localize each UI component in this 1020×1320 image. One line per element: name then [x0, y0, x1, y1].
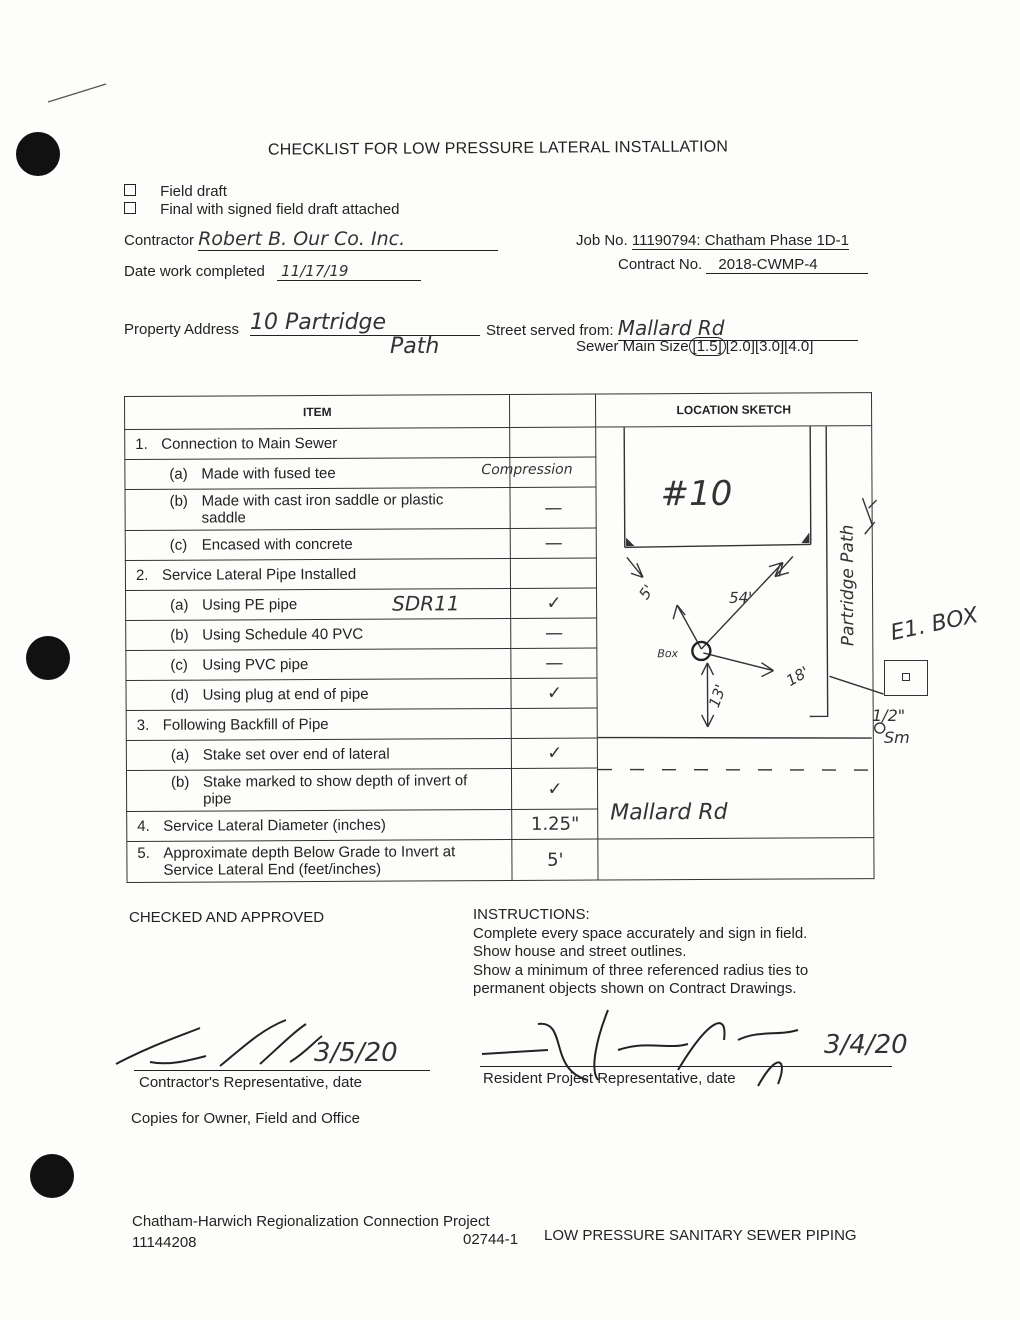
- item-cell: [125, 528, 511, 560]
- row-note-compression: Compression: [481, 461, 573, 479]
- contractor-value[interactable]: Robert B. Our Co. Inc.: [198, 228, 498, 251]
- contract-no-field: [618, 256, 868, 274]
- property-address-line1[interactable]: 10 Partridge: [250, 310, 480, 336]
- mark-cell[interactable]: ✓: [511, 588, 597, 618]
- house-arrow-right-icon: [775, 556, 793, 576]
- item-cell: [125, 457, 573, 489]
- row-letter: (b): [170, 626, 189, 644]
- copies-note: Copies for Owner, Field and Office: [131, 1110, 360, 1127]
- row-label: Service Lateral Diameter (inches): [163, 816, 386, 835]
- item-cell: [126, 588, 512, 620]
- row-label: Made with cast iron saddle or plastic: [201, 491, 444, 510]
- item-cell: [126, 768, 512, 811]
- contract-no-label: Contract No.: [618, 256, 703, 273]
- sketch-column-header: LOCATION SKETCH: [596, 393, 872, 427]
- mark-cell[interactable]: [511, 558, 597, 588]
- sketch-tie-18ft: 18': [783, 662, 813, 690]
- sketch-tie-5ft: 5': [635, 581, 659, 603]
- instructions-line: permanent objects shown on Contract Drawings.: [473, 980, 797, 997]
- checked-approved-label: CHECKED AND APPROVED: [129, 909, 325, 926]
- footer-subject: LOW PRESSURE SANITARY SEWER PIPING: [544, 1227, 857, 1244]
- field-draft-option[interactable]: [124, 183, 227, 200]
- contractor-signature-label: Contractor's Representative, date: [139, 1074, 362, 1091]
- sketch-mallard-rd: Mallard Rd: [610, 799, 729, 826]
- pipe-note-1: 1/2": [872, 706, 906, 725]
- row-label-block: [163, 843, 455, 879]
- direction-arrows-icon: [863, 498, 877, 534]
- street-served-label: Street served from:: [486, 322, 614, 339]
- mark-cell[interactable]: —: [511, 618, 597, 648]
- date-completed-label: Date work completed: [124, 263, 265, 280]
- row-number: 5.: [137, 844, 150, 862]
- row-number: 2.: [135, 566, 149, 584]
- item-column-header: ITEM: [125, 394, 511, 429]
- row-note-sdr11: SDR11: [392, 591, 460, 616]
- mark-column-header: [510, 394, 596, 427]
- row-number: 3.: [136, 716, 150, 734]
- house-corner-left-icon: [627, 539, 633, 545]
- mark-cell[interactable]: —: [511, 528, 597, 558]
- table-row: [125, 426, 872, 460]
- pipe-note-2: Sm: [884, 728, 910, 747]
- footer-section: 02744-1: [463, 1231, 519, 1248]
- mark-cell[interactable]: ✓: [512, 768, 598, 809]
- row-label-block: [203, 772, 467, 807]
- mark-cell[interactable]: ✓: [511, 678, 597, 708]
- footer-project: Chatham-Harwich Regionalization Connection Project: [132, 1213, 490, 1230]
- table-header-row: [125, 393, 872, 430]
- instructions-block: [473, 906, 808, 999]
- sewer-main-size-field: [576, 338, 813, 355]
- sketch-tie-54ft: 54': [729, 588, 753, 607]
- item-cell: [127, 809, 513, 841]
- field-draft-checkbox[interactable]: [124, 184, 136, 196]
- curb-box-icon: [693, 642, 711, 660]
- item-cell: [126, 618, 512, 650]
- house-arrow-left-icon: [627, 557, 643, 577]
- mark-cell[interactable]: 1.25": [512, 809, 598, 839]
- instructions-line: Show house and street outlines.: [473, 943, 687, 960]
- sewer-size-option-4-0[interactable]: [4.0]: [784, 338, 814, 355]
- final-draft-checkbox[interactable]: [124, 202, 136, 214]
- house-wall-left: [625, 427, 626, 547]
- row-label: Stake set over end of lateral: [202, 745, 390, 764]
- mark-cell[interactable]: —: [510, 487, 596, 528]
- row-label-cont: saddle: [201, 509, 246, 527]
- mark-cell[interactable]: 5': [512, 839, 598, 880]
- sewer-main-size-label: Sewer Main Size: [576, 338, 689, 355]
- date-completed-field: [124, 262, 421, 281]
- row-number: 4.: [137, 817, 150, 835]
- job-no-value[interactable]: 11190794: Chatham Phase 1D-1: [631, 232, 849, 249]
- row-letter: (c): [169, 536, 188, 554]
- contractor-signature-date: 3/5/20: [314, 1038, 398, 1068]
- partridge-path-edge: [809, 426, 829, 716]
- mark-cell[interactable]: [512, 708, 598, 738]
- final-draft-label: Final with signed field draft attached: [160, 201, 400, 218]
- footer-number: 11144208: [132, 1234, 197, 1251]
- item-cell: [126, 648, 512, 680]
- field-draft-label: Field draft: [160, 183, 227, 200]
- row-letter: (a): [170, 746, 190, 764]
- punch-hole-bottom: [30, 1154, 74, 1198]
- instructions-line: Show a minimum of three referenced radius ties to: [473, 961, 809, 979]
- job-no-field: [576, 232, 849, 249]
- contractor-field: [124, 228, 498, 251]
- resident-signature-date: 3/4/20: [824, 1030, 908, 1060]
- sketch-tie-13ft: 13': [705, 682, 731, 710]
- row-label: Connection to Main Sewer: [161, 434, 338, 453]
- row-label: Using Schedule 40 PVC: [202, 625, 364, 644]
- contractor-label: Contractor: [124, 232, 195, 249]
- sketch-partridge-path: Partridge Path: [838, 524, 859, 647]
- row-label: Approximate depth Below Grade to Invert at: [163, 843, 456, 862]
- punch-hole-middle: [26, 636, 70, 680]
- instructions-line: Complete every space accurately and sign in field.: [473, 924, 808, 942]
- job-no-label: Job No.: [576, 232, 628, 249]
- item-cell: [125, 427, 511, 459]
- house-front-wall: [625, 544, 811, 547]
- sewer-size-option-1-5[interactable]: [1.5]: [689, 337, 726, 356]
- contract-no-value[interactable]: 2018-CWMP-4: [706, 256, 868, 274]
- item-cell: [125, 558, 511, 590]
- row-label: Stake marked to show depth of invert of: [202, 772, 468, 791]
- row-letter: (a): [169, 465, 188, 483]
- electric-box-icon: [902, 673, 910, 681]
- row-letter: (c): [170, 656, 188, 674]
- sketch-house-number: #10: [660, 473, 733, 515]
- mallard-rd-centerline: [598, 768, 872, 771]
- sewer-size-option-2-0[interactable]: [2.0]: [725, 338, 755, 355]
- contractor-signature[interactable]: [110, 1016, 330, 1076]
- house-corner-right-icon: [803, 534, 809, 542]
- mark-cell[interactable]: —: [511, 648, 597, 678]
- punch-hole-top: [16, 132, 60, 176]
- contractor-signature-line: [134, 1070, 430, 1071]
- mark-cell[interactable]: ✓: [512, 738, 598, 768]
- pen-stroke-mark: [44, 78, 114, 108]
- property-address-label: Property Address: [124, 321, 240, 338]
- row-label: Following Backfill of Pipe: [162, 715, 329, 734]
- page-title: CHECKLIST FOR LOW PRESSURE LATERAL INSTALLATION: [267, 138, 729, 159]
- electric-box-marker: [884, 660, 928, 696]
- sketch-box-label: Box: [657, 647, 679, 661]
- row-label: Using plug at end of pipe: [202, 685, 369, 704]
- tie-line-18ft: [704, 653, 774, 671]
- item-cell: [125, 487, 511, 530]
- location-sketch: [597, 426, 873, 847]
- final-draft-option[interactable]: [124, 201, 399, 218]
- instructions-heading: INSTRUCTIONS:: [473, 906, 590, 923]
- sewer-size-option-3-0[interactable]: [3.0]: [754, 338, 785, 355]
- date-completed-value[interactable]: 11/17/19: [277, 262, 421, 281]
- item-cell: [127, 839, 513, 882]
- property-address-line2[interactable]: Path: [390, 334, 440, 359]
- row-letter: (d): [170, 686, 189, 704]
- row-letter: (b): [170, 773, 190, 791]
- row-label: Using PE pipe: [202, 596, 298, 614]
- item-cell: [126, 738, 512, 770]
- location-sketch-cell: [596, 426, 874, 839]
- mark-cell[interactable]: [510, 427, 596, 457]
- row-number: 1.: [135, 435, 148, 453]
- house-wall-right: [811, 426, 812, 544]
- mallard-rd-edge: [598, 736, 872, 739]
- row-label-cont: pipe: [203, 790, 232, 808]
- resident-signature-line: [480, 1066, 892, 1067]
- row-label-cont: Service Lateral End (feet/inches): [163, 860, 382, 879]
- row-letter: (b): [169, 492, 188, 510]
- street-served-value[interactable]: Mallard Rd: [618, 316, 858, 341]
- row-label: Service Lateral Pipe Installed: [161, 565, 357, 584]
- checklist-table: [124, 392, 875, 883]
- row-letter: (a): [170, 596, 189, 614]
- row-label: Encased with concrete: [201, 535, 353, 554]
- elec-box-leader: [830, 676, 884, 694]
- item-cell: [126, 678, 512, 710]
- electric-box-label: E1. BOX: [888, 603, 981, 646]
- row-label-block: [202, 491, 444, 526]
- row-label: Using PVC pipe: [202, 656, 309, 674]
- row-label: Made with fused tee: [201, 464, 336, 483]
- resident-signature-label: Resident Project Representative, date: [483, 1070, 736, 1087]
- item-cell: [126, 708, 512, 740]
